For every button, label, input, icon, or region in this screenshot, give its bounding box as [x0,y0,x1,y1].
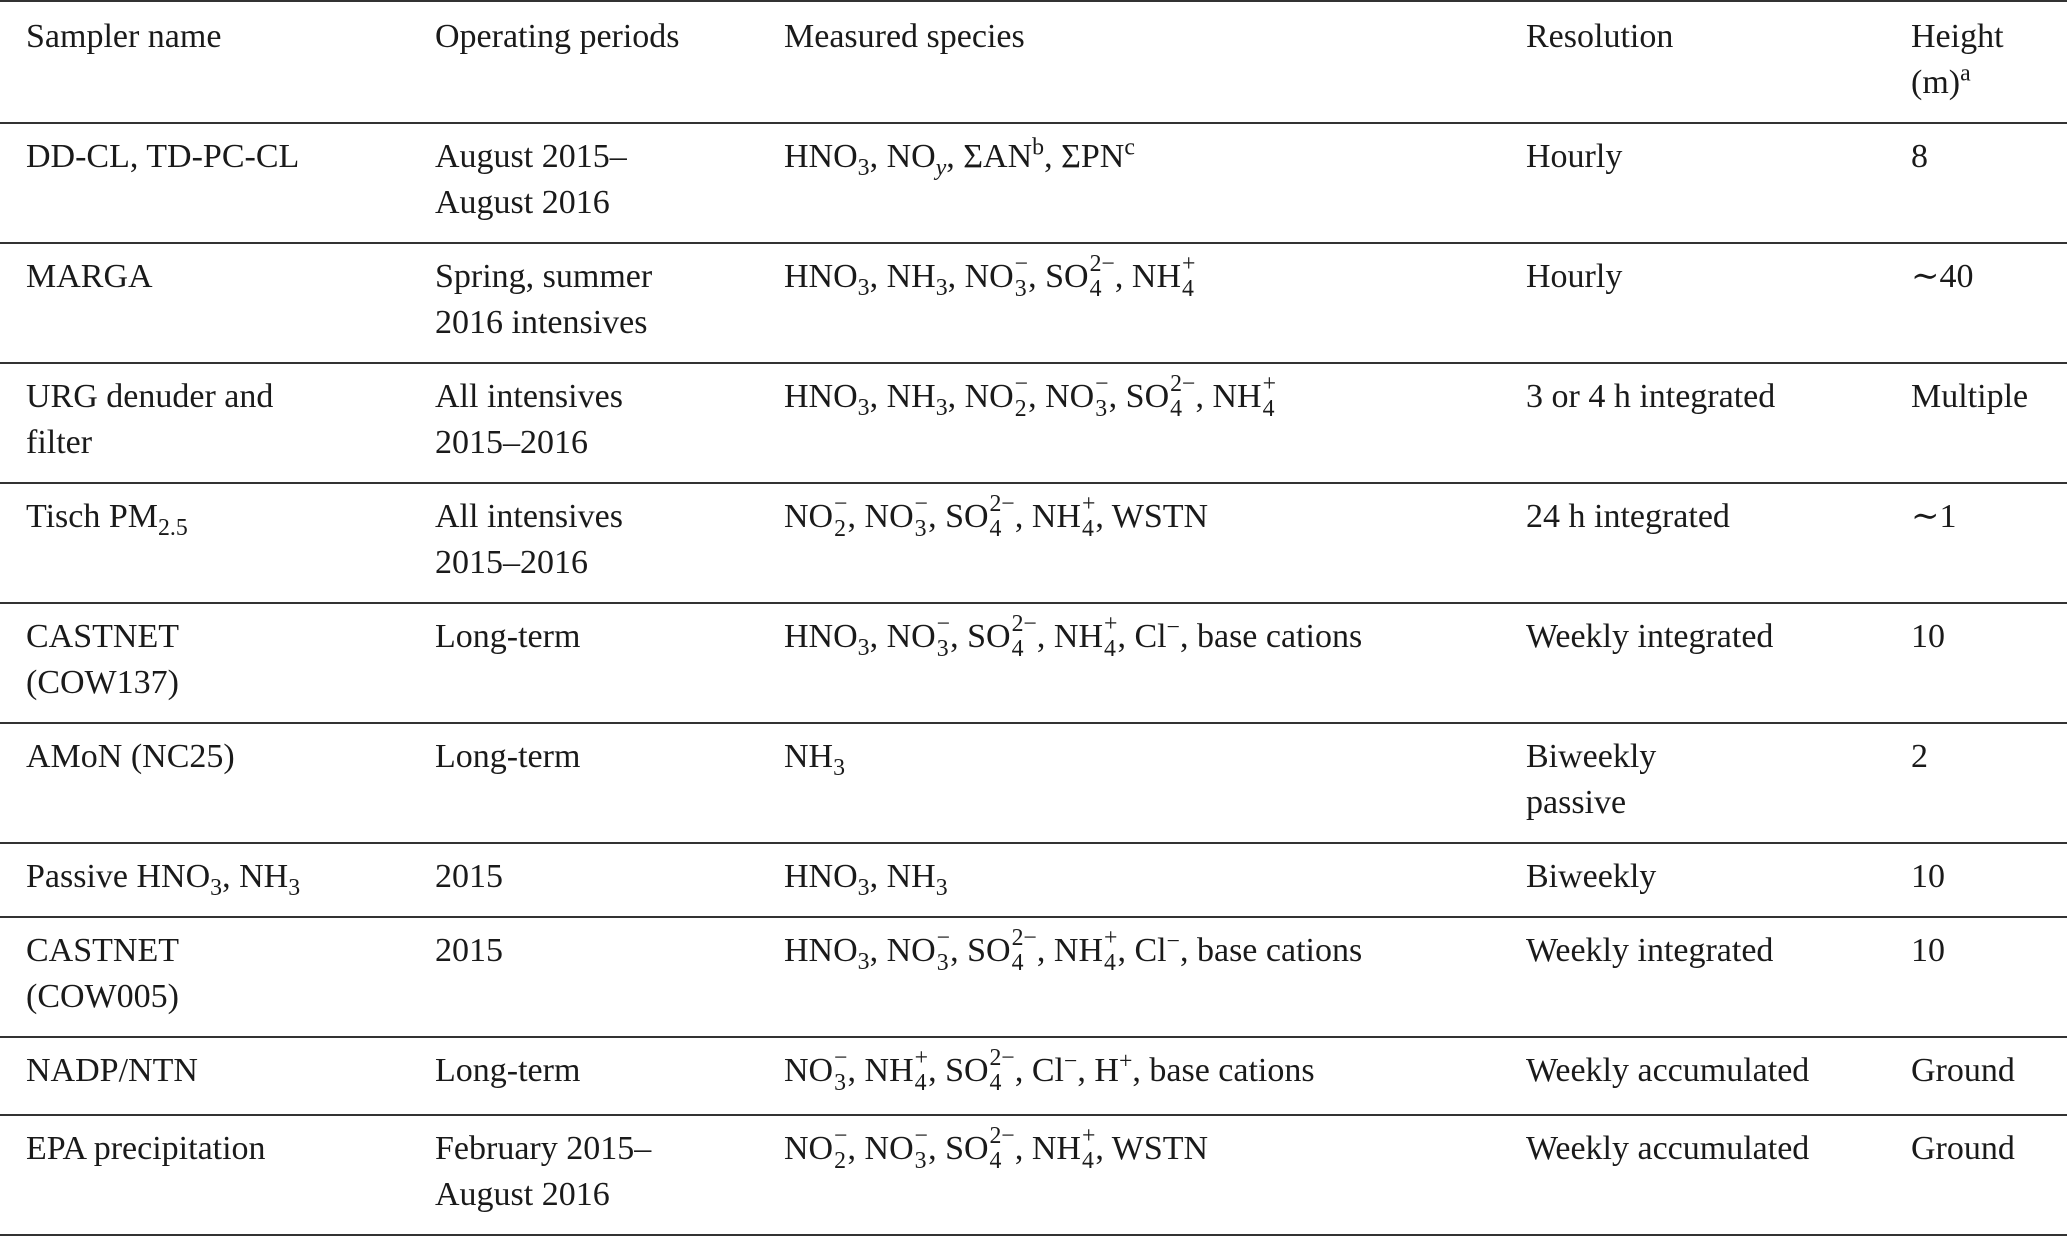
cell-resolution: Weekly integrated [1500,603,1885,723]
cell-periods: All intensives 2015–2016 [409,363,758,483]
cell-height: 10 [1885,843,2067,917]
table-row [0,723,2067,843]
cell-species: NO − 2 , NO − 3 , SO 2− 4 , NH + 4 , WSTN [758,483,1500,603]
header-resolution: Resolution [1500,1,1885,123]
cell-species: $HNO_3$, NO − 3 , SO 2− 4 , NH + 4 , Cl−, base cations [758,603,1500,723]
cell-sampler: NADP/NTN [0,1037,409,1115]
cell-height: Multiple [1885,363,2067,483]
cell-height: 10 [1885,603,2067,723]
cell-species: $NH_3$ [758,723,1500,843]
table-row [0,1037,2067,1115]
cell-sampler: URG denuder and filter [0,363,409,483]
header-height-unit: (m) [1911,64,1961,101]
cell-periods: Long-term [409,603,758,723]
header-sampler: Sampler name [0,1,409,123]
cell-sampler: CASTNET (COW005) [0,917,409,1037]
cell-periods: February 2015– August 2016 [409,1115,758,1235]
cell-species: $HNO_3$, NO − 3 , SO 2− 4 , NH + 4 , Cl−, base cations [758,917,1500,1037]
cell-sampler: Tisch $PM_{2.5}$ [0,483,409,603]
cell-sampler: CASTNET (COW137) [0,603,409,723]
footnote-c: c [1124,134,1135,161]
cell-periods: August 2015– August 2016 [409,123,758,243]
table-row [0,917,2067,1037]
header-height-label: Height [1911,18,2004,55]
cell-periods: Long-term [409,1037,758,1115]
cell-periods: 2015 [409,843,758,917]
cell-resolution: Weekly accumulated [1500,1037,1885,1115]
cell-height: Ground [1885,1115,2067,1235]
cell-species: $HNO_3$, $NH_3$ [758,843,1500,917]
cell-height: 8 [1885,123,2067,243]
cell-resolution: Weekly integrated [1500,917,1885,1037]
cell-height: 10 [1885,917,2067,1037]
cell-resolution: 3 or 4 h integrated [1500,363,1885,483]
cell-height: 2 [1885,723,2067,843]
cell-resolution: Hourly [1500,243,1885,363]
cell-sampler: MARGA [0,243,409,363]
cell-height: ∼1 [1885,483,2067,603]
cell-periods: Long-term [409,723,758,843]
cell-species: NO − 3 , NH + 4 , SO 2− 4 , Cl−, H+, base cations [758,1037,1500,1115]
table-row [0,123,2067,243]
cell-species: $HNO_3$, $NH_3$, NO − 3 , SO 2− 4 , NH + 4 [758,243,1500,363]
cell-periods: Spring, summer 2016 intensives [409,243,758,363]
cell-resolution: Biweekly passive [1500,723,1885,843]
cell-resolution: Biweekly [1500,843,1885,917]
table-row [0,243,2067,363]
cell-resolution: Weekly accumulated [1500,1115,1885,1235]
cell-sampler: Passive $HNO_3$, $NH_3$ [0,843,409,917]
cell-species: $HNO_3$, $NO_y$, ΣAN$^b$, ΣPN$^c$ [758,123,1500,243]
cell-sampler: EPA precipitation [0,1115,409,1235]
cell-height: Ground [1885,1037,2067,1115]
cell-sampler: AMoN (NC25) [0,723,409,843]
table-row [0,603,2067,723]
footnote-b: b [1032,134,1045,161]
cell-resolution: Hourly [1500,123,1885,243]
cell-species: $HNO_3$, $NH_3$, NO − 2 , NO − 3 , SO 2− 4 , NH + 4 [758,363,1500,483]
cell-periods: All intensives 2015–2016 [409,483,758,603]
header-species: Measured species [758,1,1500,123]
cell-height: ∼40 [1885,243,2067,363]
table-row [0,843,2067,917]
table-row [0,483,2067,603]
cell-periods: 2015 [409,917,758,1037]
cell-species: NO − 2 , NO − 3 , SO 2− 4 , NH + 4 , WSTN [758,1115,1500,1235]
header-height [1885,1,2067,123]
footnote-a: a [1960,60,1971,87]
header-periods: Operating periods [409,1,758,123]
cell-sampler: DD-CL, TD-PC-CL [0,123,409,243]
cell-resolution: 24 h integrated [1500,483,1885,603]
table-row [0,363,2067,483]
table-row [0,1115,2067,1235]
header-row [0,1,2067,123]
